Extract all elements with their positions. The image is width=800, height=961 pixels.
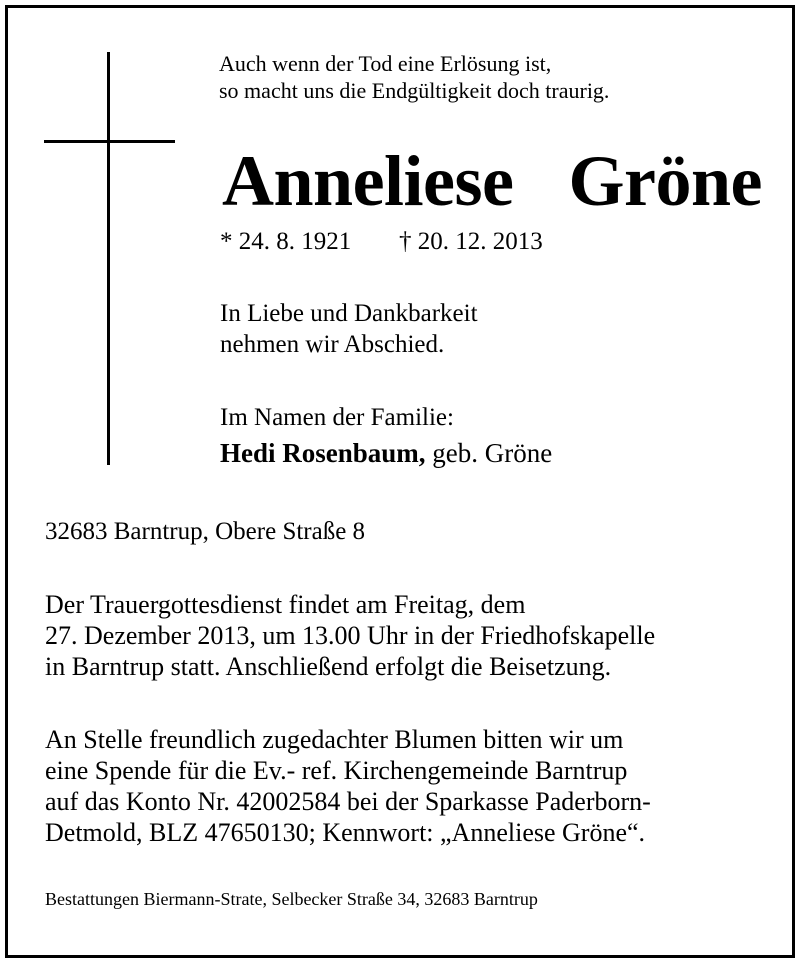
birth-date: * 24. 8. 1921: [220, 228, 352, 255]
deceased-name: Anneliese Gröne: [222, 141, 762, 221]
service-line-1: Der Trauergottesdienst findet am Freitag, dem: [45, 590, 526, 619]
farewell-line-1: In Liebe und Dankbarkeit: [220, 300, 478, 327]
cross-icon-beam: [44, 140, 175, 143]
signer-maiden-name: geb. Gröne: [425, 438, 553, 468]
donation-line-3: auf das Konto Nr. 42002584 bei der Sparkasse Paderborn-: [45, 787, 651, 816]
family-intro: Im Namen der Familie:: [220, 404, 454, 431]
donation-line-4: Detmold, BLZ 47650130; Kennwort: „Anneliese Gröne“.: [45, 818, 646, 847]
motto: [219, 50, 609, 104]
farewell-text: [220, 298, 478, 360]
motto-line-2: so macht uns die Endgültigkeit doch traurig.: [219, 78, 610, 103]
donation-info: [45, 724, 651, 848]
service-line-3: in Barntrup statt. Anschließend erfolgt die Beisetzung.: [45, 652, 612, 681]
donation-line-2: eine Spende für die Ev.- ref. Kirchengemeinde Barntrup: [45, 756, 628, 785]
service-line-2: 27. Dezember 2013, um 13.00 Uhr in der Friedhofskapelle: [45, 621, 656, 650]
undertaker-info: Bestattungen Biermann-Strate, Selbecker Straße 34, 32683 Barntrup: [45, 889, 538, 909]
motto-line-1: Auch wenn der Tod eine Erlösung ist,: [219, 51, 552, 76]
farewell-line-2: nehmen wir Abschied.: [220, 331, 445, 358]
signer-name: Hedi Rosenbaum,: [220, 438, 426, 468]
service-info: [45, 589, 655, 682]
cross-icon: [107, 52, 110, 465]
death-date: † 20. 12. 2013: [399, 228, 543, 255]
family-address: 32683 Barntrup, Obere Straße 8: [45, 518, 366, 545]
donation-line-1: An Stelle freundlich zugedachter Blumen bitten wir um: [45, 725, 624, 754]
signer: [220, 440, 552, 467]
